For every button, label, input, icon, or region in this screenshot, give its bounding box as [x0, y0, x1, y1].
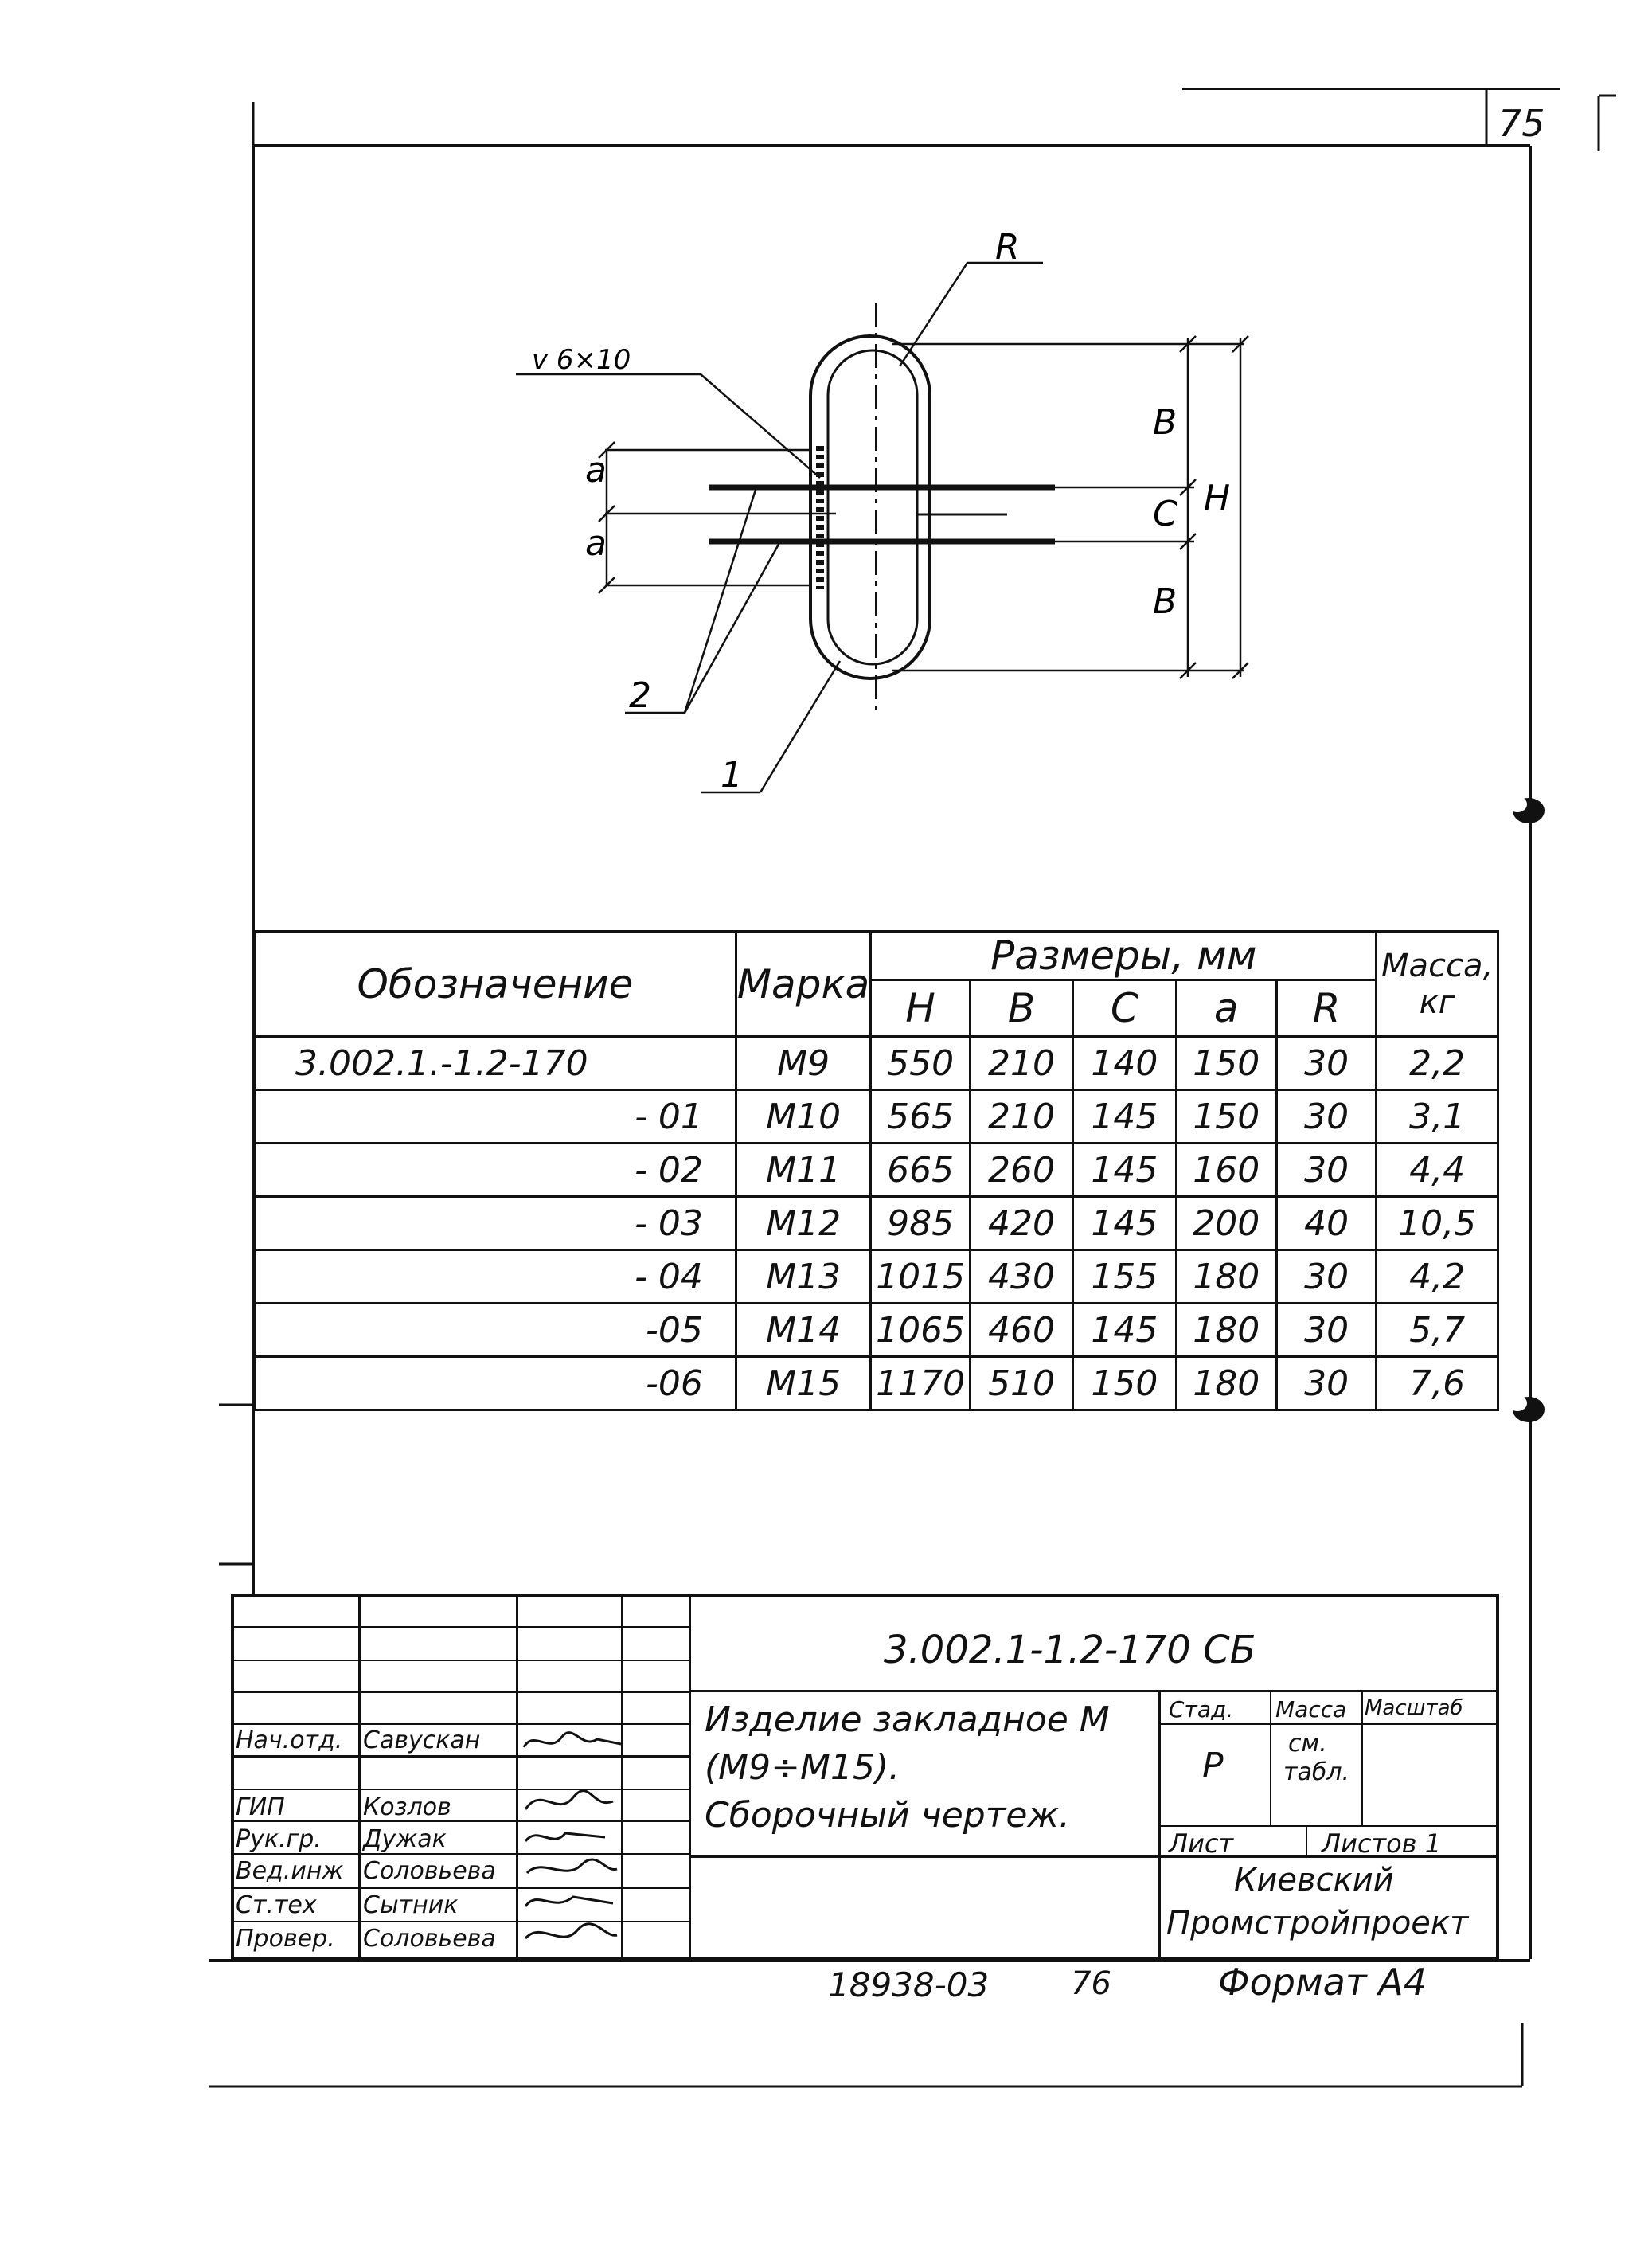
organization-line-2: Промстройпроект — [1166, 1905, 1469, 1941]
cell-c: 145 — [1073, 1144, 1176, 1197]
cell-b: 510 — [970, 1357, 1072, 1410]
label-h: H — [1204, 478, 1231, 518]
cell-designation: -05 — [255, 1304, 736, 1357]
page-number: 75 — [1498, 102, 1545, 145]
cell-mass: 2,2 — [1377, 1037, 1498, 1090]
signer-role: Вед.инж — [236, 1857, 344, 1885]
sheets-label: Листов 1 — [1322, 1828, 1442, 1859]
header-designation: Обозначение — [255, 932, 736, 1037]
header-b: B — [970, 980, 1072, 1037]
header-mass: Масса, кг — [1377, 932, 1498, 1037]
cell-r: 30 — [1276, 1250, 1376, 1304]
signer-name: Сытник — [363, 1891, 459, 1919]
header-a: a — [1176, 980, 1276, 1037]
cell-mass: 3,1 — [1377, 1090, 1498, 1144]
cell-mass: 10,5 — [1377, 1197, 1498, 1250]
header-r: R — [1276, 980, 1376, 1037]
signer-name: Соловьева — [363, 1925, 496, 1953]
cell-mark: М15 — [736, 1357, 870, 1410]
cell-mark: М11 — [736, 1144, 870, 1197]
signer-name: Козлов — [363, 1793, 451, 1821]
cell-r: 30 — [1276, 1090, 1376, 1144]
cell-c: 150 — [1073, 1357, 1176, 1410]
table-row — [255, 1037, 1498, 1090]
cell-mass: 4,2 — [1377, 1250, 1498, 1304]
title-block — [231, 1594, 1499, 1961]
label-weld: v 6×10 — [532, 344, 631, 376]
cell-b: 210 — [970, 1090, 1072, 1144]
cell-designation: - 01 — [255, 1090, 736, 1144]
label-b-bottom: B — [1153, 581, 1177, 622]
signer-name: Савускан — [363, 1726, 481, 1754]
cell-r: 30 — [1276, 1144, 1376, 1197]
label-a-top: a — [585, 450, 607, 491]
mass-value-line-2: табл. — [1283, 1758, 1350, 1786]
title-line-1: Изделие закладное М — [705, 1699, 1110, 1740]
mass-value-line-1: см. — [1288, 1730, 1327, 1758]
cell-mark: М14 — [736, 1304, 870, 1357]
cell-b: 460 — [970, 1304, 1072, 1357]
label-position-1: 1 — [721, 755, 743, 796]
cell-b: 260 — [970, 1144, 1072, 1197]
cell-a: 150 — [1176, 1090, 1276, 1144]
cell-b: 420 — [970, 1197, 1072, 1250]
specification-table — [253, 930, 1499, 1411]
cell-designation: - 02 — [255, 1144, 736, 1197]
cell-mass: 7,6 — [1377, 1357, 1498, 1410]
cell-mark: М13 — [736, 1250, 870, 1304]
cell-h: 665 — [871, 1144, 971, 1197]
cell-h: 1015 — [871, 1250, 971, 1304]
cell-c: 145 — [1073, 1197, 1176, 1250]
label-position-2: 2 — [629, 675, 651, 716]
cell-mark: М12 — [736, 1197, 870, 1250]
cell-r: 30 — [1276, 1304, 1376, 1357]
table-row — [255, 1090, 1498, 1144]
table-header-row — [255, 932, 1498, 980]
document-code: 3.002.1-1.2-170 СБ — [884, 1628, 1256, 1672]
cell-c: 155 — [1073, 1250, 1176, 1304]
title-line-2: (М9÷М15). — [705, 1747, 900, 1788]
table-row — [255, 1357, 1498, 1410]
cell-a: 160 — [1176, 1144, 1276, 1197]
cell-mass: 5,7 — [1377, 1304, 1498, 1357]
cell-r: 30 — [1276, 1037, 1376, 1090]
table-row — [255, 1197, 1498, 1250]
cell-designation: - 03 — [255, 1197, 736, 1250]
label-r: R — [995, 231, 1020, 268]
cell-c: 145 — [1073, 1090, 1176, 1144]
table-row — [255, 1304, 1498, 1357]
cell-b: 210 — [970, 1037, 1072, 1090]
table-row — [255, 1144, 1498, 1197]
archive-number: 18938-03 — [828, 1965, 990, 2004]
cell-mark: М10 — [736, 1090, 870, 1144]
signer-role: ГИП — [236, 1793, 285, 1821]
signer-role: Рук.гр. — [236, 1825, 322, 1853]
label-a-bottom: a — [585, 523, 607, 564]
cell-a: 180 — [1176, 1250, 1276, 1304]
sheet-label: Лист — [1169, 1828, 1234, 1859]
signer-name: Дужак — [363, 1825, 447, 1853]
cell-c: 145 — [1073, 1304, 1176, 1357]
embedded-part-drawing — [478, 231, 1274, 828]
format-label: Формат А4 — [1218, 1961, 1427, 2004]
organization-line-1: Киевский — [1234, 1862, 1394, 1898]
footer-page: 76 — [1071, 1965, 1111, 2002]
signer-role: Ст.тех — [236, 1891, 317, 1919]
cell-designation: - 04 — [255, 1250, 736, 1304]
cell-h: 1065 — [871, 1304, 971, 1357]
header-c: C — [1073, 980, 1176, 1037]
stage-value: Р — [1202, 1746, 1224, 1786]
signer-role: Нач.отд. — [236, 1726, 343, 1754]
cell-b: 430 — [970, 1250, 1072, 1304]
cell-h: 565 — [871, 1090, 971, 1144]
cell-mass: 4,4 — [1377, 1144, 1498, 1197]
table-row — [255, 1250, 1498, 1304]
title-line-3: Сборочный чертеж. — [705, 1795, 1071, 1836]
cell-c: 140 — [1073, 1037, 1176, 1090]
cell-h: 1170 — [871, 1357, 971, 1410]
cell-designation: 3.002.1.-1.2-170 — [255, 1037, 736, 1090]
mass-label: Масса — [1275, 1696, 1347, 1723]
cell-a: 180 — [1176, 1304, 1276, 1357]
cell-r: 30 — [1276, 1357, 1376, 1410]
cell-designation: -06 — [255, 1357, 736, 1410]
cell-r: 40 — [1276, 1197, 1376, 1250]
label-c: C — [1153, 494, 1177, 534]
signatures — [517, 1722, 689, 1961]
scale-label: Масштаб — [1365, 1696, 1463, 1720]
header-sizes: Размеры, мм — [871, 932, 1377, 980]
header-h: H — [871, 980, 971, 1037]
label-b-top: B — [1153, 402, 1177, 443]
cell-h: 985 — [871, 1197, 971, 1250]
cell-a: 150 — [1176, 1037, 1276, 1090]
cell-a: 180 — [1176, 1357, 1276, 1410]
signer-name: Соловьева — [363, 1857, 496, 1885]
cell-h: 550 — [871, 1037, 971, 1090]
cell-mark: М9 — [736, 1037, 870, 1090]
header-mark: Марка — [736, 932, 870, 1037]
signer-role: Провер. — [236, 1925, 335, 1953]
stage-label: Стад. — [1169, 1696, 1234, 1723]
cell-a: 200 — [1176, 1197, 1276, 1250]
